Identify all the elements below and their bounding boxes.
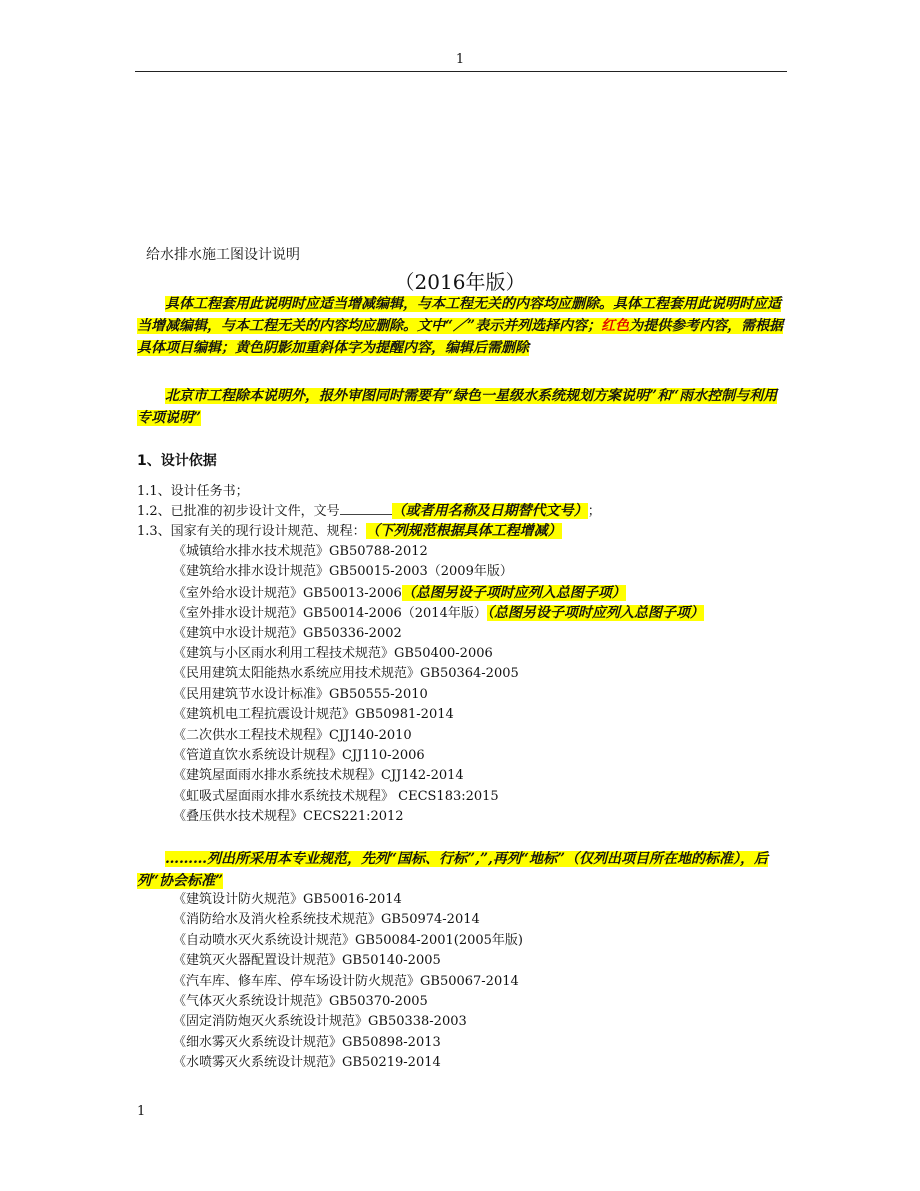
code-item-text: 《建筑机电工程抗震设计规范》GB50981-2014: [173, 707, 454, 723]
editing-note-red-text: 红色: [601, 318, 630, 334]
fire-code-item: 《自动喷水灭火系统设计规范》GB50084-2001(2005年版): [173, 932, 523, 948]
item-1-2: [137, 501, 601, 522]
item-1-1: 1.1、设计任务书；: [137, 484, 249, 499]
code-item: [173, 603, 704, 624]
editing-note-text: 具体工程套用此说明时应适当增减编辑，与本工程无关的内容均应删除。具体工程套用此说明时应适当增减编辑，与本工程无关的内容均应删除。文中“／”表示并列选择内容；: [137, 296, 781, 334]
code-item-text: 《建筑屋面雨水排水系统技术规程》CJJ142-2014: [173, 768, 464, 784]
fire-code-item: 《消防给水及消火栓系统技术规范》GB50974-2014: [173, 912, 480, 928]
editing-note-text-continued: 为提供参考内容，需根据具体项目编辑；黄色阴影加重斜体字为提醒内容，编辑后需删除: [137, 318, 784, 356]
fire-code-item: 《建筑灭火器配置设计规范》GB50140-2005: [173, 953, 441, 969]
code-item: [173, 787, 499, 807]
code-item-text: 《民用建筑太阳能热水系统应用技术规范》GB50364-2005: [173, 666, 519, 682]
code-item: [173, 726, 412, 746]
item-1-3-note: （下列规范根据具体工程增减）: [365, 523, 562, 539]
code-item: [173, 542, 428, 562]
code-item-text: 《建筑中水设计规范》GB50336-2002: [173, 625, 402, 641]
code-item-text: 《室外排水设计规范》GB50014-2006（2014年版）: [173, 606, 487, 622]
header-page-number: 1: [455, 52, 465, 67]
header-rule: [135, 71, 787, 72]
code-item-text: 《虹吸式屋面雨水排水系统技术规程》 CECS183:2015: [173, 788, 499, 804]
editing-note: [137, 293, 789, 359]
code-item-text: 《民用建筑节水设计标准》GB50555-2010: [173, 686, 428, 702]
item-1-3: [137, 521, 562, 542]
code-item: [173, 807, 404, 827]
code-item: [173, 685, 428, 705]
item-1-3-text: 1.3、国家有关的现行设计规范、规程：: [137, 524, 366, 539]
document-title: 给水排水施工图设计说明: [146, 247, 300, 263]
code-item-text: 《管道直饮水系统设计规程》CJJ110-2006: [173, 748, 425, 763]
code-item-text: 《建筑与小区雨水利用工程技术规范》GB50400-2006: [173, 646, 493, 661]
code-item-text: 《叠压供水技术规程》CECS221:2012: [173, 809, 404, 825]
code-item-text: 《城镇给水排水技术规范》GB50788-2012: [173, 544, 428, 559]
document-subtitle: （2016年版）: [394, 270, 526, 294]
item-1-2-suffix: ；: [587, 504, 601, 519]
section-heading: 1、设计依据: [137, 453, 217, 469]
code-item: [173, 644, 493, 664]
code-item: [173, 664, 519, 684]
code-item-text: 《建筑给水排水设计规范》GB50015-2003（2009年版）: [173, 564, 513, 580]
code-item-text: 《室外给水设计规范》GB50013-2006: [173, 585, 402, 601]
code-order-note: [137, 848, 789, 892]
code-item: [173, 746, 425, 766]
fire-code-item: 《气体灭火系统设计规范》GB50370-2005: [173, 994, 428, 1009]
code-item: [173, 562, 513, 582]
fire-code-item: 《细水雾灭火系统设计规范》GB50898-2013: [173, 1034, 441, 1050]
code-item: [173, 766, 464, 786]
fire-code-item: 《汽车库、修车库、停车场设计防火规范》GB50067-2014: [173, 973, 519, 989]
fire-code-item: 《水喷雾灭火系统设计规范》GB50219-2014: [173, 1055, 441, 1071]
item-1-2-text: 1.2、已批准的初步设计文件，文号: [137, 504, 340, 519]
code-item: [173, 705, 454, 725]
fire-code-item: 《固定消防炮灭火系统设计规范》GB50338-2003: [173, 1014, 467, 1030]
code-item: [173, 583, 626, 604]
beijing-note: [137, 385, 789, 429]
code-item: [173, 624, 402, 644]
item-1-2-note: （或者用名称及日期替代文号）: [391, 503, 588, 519]
beijing-note-text: 北京市工程除本说明外，报外审图同时需要有“绿色一星级水系统规划方案说明”和“雨水控制与利用专项说明”: [137, 388, 778, 426]
doc-number-blank: [340, 502, 392, 515]
code-item-note: （总图另设子项时应列入总图子项）: [486, 605, 704, 622]
code-order-note-text: ………列出所采用本专业规范，先列“国标、行标”,”,再列“地标”（仅列出项目所在地的标准），后列“协会标准”: [137, 851, 769, 889]
code-item-note: （总图另设子项时应列入总图子项）: [401, 584, 626, 601]
code-item-text: 《二次供水工程技术规程》CJJ140-2010: [173, 727, 412, 743]
footer-page-number: 1: [137, 1104, 146, 1119]
fire-code-item: 《建筑设计防火规范》GB50016-2014: [173, 892, 402, 907]
